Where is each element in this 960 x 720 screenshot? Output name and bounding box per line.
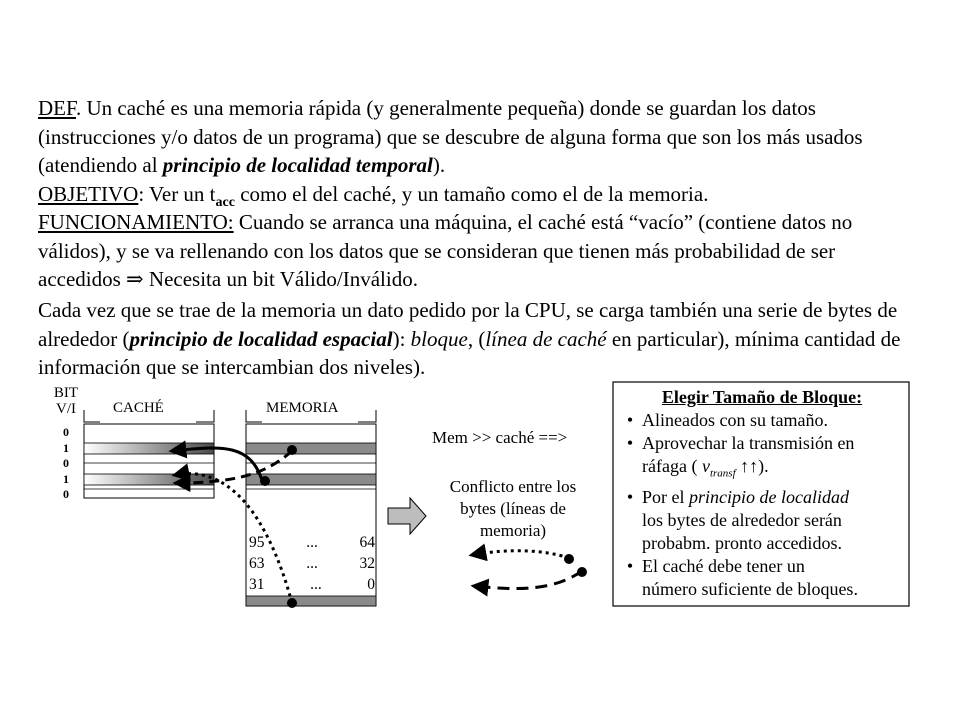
def-text-1: . Un caché es una memoria rápida (y generalmente pequeña) donde se guardan los datos (instrucciones y/o datos de un programa) que se descubre de alguna forma que son los más usados (atendiendo al bbox=[38, 96, 863, 177]
memory-line-1 bbox=[246, 443, 376, 454]
conflict-dotted-arrow bbox=[472, 551, 569, 558]
box-item: • Alineados con su tamaño. bbox=[618, 409, 906, 432]
memoria-label: MEMORIA bbox=[266, 400, 339, 416]
valid-bit: 0 bbox=[63, 456, 69, 470]
cada-vez-text-4: en particular), mínima cantidad de información que se intercambian dos niveles). bbox=[38, 326, 901, 379]
valid-bit: 1 bbox=[63, 471, 69, 486]
cada-vez-text-1: Cada vez que se trae de la memoria un dato pedido por la CPU, se carga también una serie de bytes de alrededor ( bbox=[38, 298, 898, 351]
memory-row: 31 ... 0 bbox=[249, 576, 375, 593]
bullet-icon: • bbox=[626, 433, 634, 453]
box-item: • El caché debe tener un número suficiente de bloques. bbox=[618, 555, 906, 601]
valid-bit: 0 bbox=[63, 487, 69, 501]
memory-line-bottom bbox=[246, 596, 376, 606]
cada-vez-emphasis-1: principio de localidad espacial bbox=[129, 326, 393, 351]
objetivo-text-1: : Ver un t bbox=[138, 182, 216, 206]
box-title: Elegir Tamaño de Bloque: bbox=[661, 387, 863, 407]
bullet-icon: • bbox=[626, 486, 634, 507]
funcionamiento-text-2: Necesita un bit Válido/Inválido. bbox=[143, 267, 418, 291]
memory-row: 63 ... 32 bbox=[249, 555, 375, 572]
up-arrows-icon: ↑↑ bbox=[735, 456, 759, 476]
block-size-box-content bbox=[618, 386, 906, 601]
valid-bits-column bbox=[61, 425, 71, 503]
cache-label: CACHÉ bbox=[113, 400, 164, 416]
box-item: • Por el principio de localidad los bytes de alrededor serán probabm. pronto accedidos. bbox=[618, 486, 906, 555]
box-item: • Aprovechar la transmisión en ráfaga ( $v_{transf}$ ↑↑). bbox=[618, 432, 906, 486]
cada-vez-emphasis-2: bloque bbox=[410, 326, 468, 351]
cache-bracket-left bbox=[84, 410, 100, 422]
objetivo-text-2: como el del caché, y un tamaño como el de la memoria. bbox=[234, 182, 709, 206]
block-arrow bbox=[388, 498, 426, 534]
cache-bracket-right bbox=[196, 410, 214, 422]
cada-vez-text-3: , ( bbox=[467, 326, 486, 351]
conflict-dashed-arrow bbox=[474, 571, 582, 589]
cada-vez-emphasis-3: línea de caché bbox=[485, 326, 607, 351]
mem-to-cache-label: Mem >> caché ==> bbox=[432, 428, 568, 447]
memory-bracket-left bbox=[246, 410, 262, 422]
memory-bracket-right bbox=[358, 410, 376, 422]
memory-row: 95 ... 64 bbox=[249, 534, 375, 551]
funcionamiento-text-1: Cuando se arranca una máquina, el caché está “vacío” (contiene datos no válidos), y se va rellenando con los datos que se consideran que tienen más probabilidad de ser accedidos bbox=[38, 210, 853, 291]
cache-block bbox=[84, 424, 214, 498]
def-emphasis: principio de localidad temporal bbox=[162, 153, 433, 177]
objetivo-label: OBJETIVO bbox=[38, 182, 139, 206]
def-text-2: ). bbox=[432, 153, 446, 177]
funcionamiento-label: FUNCIONAMIENTO: bbox=[38, 210, 234, 234]
objetivo-subscript: acc bbox=[215, 195, 235, 211]
valid-bit: 1 bbox=[63, 440, 69, 455]
memory-addresses bbox=[249, 532, 375, 595]
conflict-label: Conflicto entre los bytes (líneas de memoria) bbox=[449, 477, 577, 540]
bullet-icon: • bbox=[626, 410, 634, 430]
valid-bit: 0 bbox=[63, 425, 69, 439]
def-label: DEF bbox=[38, 96, 76, 120]
cada-vez-text-2: ): bbox=[392, 326, 411, 351]
bit-label: BIT V/I bbox=[53, 385, 79, 417]
bullet-icon: • bbox=[626, 555, 634, 576]
implies-arrow: ⇒ bbox=[126, 267, 144, 291]
